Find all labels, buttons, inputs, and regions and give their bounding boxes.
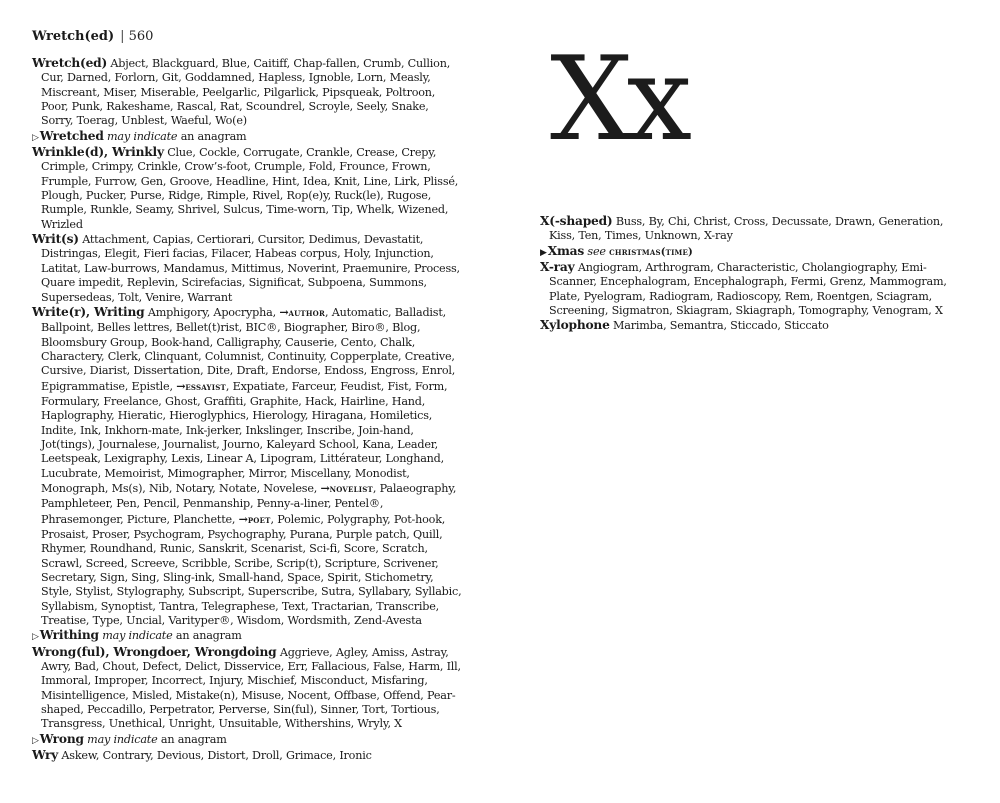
entry-headword: Writ(s)	[32, 232, 79, 247]
entry-synonyms: , Automatic, Balladist, Ballpoint, Belles lettres, Bellet(t)rist, BIC®, Biographer, Biro®, Blog, Bloomsbury Group, Book-hand, Calligraphy, Causerie, Cento, Chalk, Charactery, Clerk, Clinquant, Columnist, Continuity, Copperplate, Creative, Cursive, Diarist, Dissertation, Dite, Draft, Endorse, Endoss, Engross, Enrol, Epigrammatise, Epistle,	[41, 305, 456, 393]
entry-headword: Wrong(ful), Wrongdoer, Wrongdoing	[32, 644, 277, 659]
anagram-tail: an anagram	[175, 629, 242, 643]
entry-xray	[540, 260, 965, 318]
cross-reference-arrow-icon: →	[279, 304, 289, 319]
entry-headword: Wry	[32, 748, 59, 763]
entry-headword: Write(r), Writing	[32, 304, 145, 319]
entry-synonyms: Marimba, Semantra, Sticcado, Sticcato	[612, 319, 829, 333]
cross-reference-novelist: novelist	[329, 483, 373, 495]
section-letter: Xx	[550, 32, 687, 167]
cross-reference-poet: poet	[247, 514, 271, 526]
cross-reference-christmas: christmas(time)	[609, 246, 693, 258]
entry-xylophone	[540, 318, 965, 333]
running-head	[32, 28, 153, 45]
anagram-tail: an anagram	[160, 732, 227, 746]
cross-reference-arrow-icon: →	[238, 511, 248, 526]
entry-headword: X-ray	[540, 260, 575, 275]
entry-synonyms: Clue, Cockle, Corrugate, Crankle, Crease, Crepy, Crimple, Crimpy, Crinkle, Crow’s-foot, Crumple, Fold, Frounce, Frown, Frumple, Furrow, Gen, Groove, Headline, Hint, Idea, Knit, Line, Lirk, Plissé, Plough, Pucker, Purse, Ridge, Rimple, Rivel, Rop(e)y, Ruck(le), Rugose, Rumple, Runkle, Seamy, Shrivel, Sulcus, Time-worn, Tip, Whelk, Wizened, Wrizled	[41, 146, 459, 231]
anagram-headword: Wrong	[39, 731, 84, 746]
cross-reference-arrow-icon: →	[176, 378, 186, 393]
entry-synonyms: , Polemic, Polygraphy, Pot-hook, Prosaist, Proser, Psychogram, Psychography, Purana, Purple patch, Quill, Rhymer, Roundhand, Runic, Sanskrit, Scenarist, Sci-fi, Score, Scratch, Scrawl, Screed, Screeve, Scribble, Scribe, Scrip(t), Scripture, Scrivener, Secretary, Sign, Sing, Sling-ink, Small-hand, Space, Spirit, Stichometry, Style, Stylist, Stylography, Subscript, Superscribe, Sutra, Syllabary, Syllabic, Syllabism, Synoptist, Tantra, Telegraphese, Text, Tractarian, Transcribe, Treatise, Type, Uncial, Varityper®, Wisdom, Wordsmith, Zend-Avesta	[41, 512, 462, 628]
anagram-note-wretched	[32, 129, 462, 145]
cross-reference-author: author	[288, 307, 325, 319]
entry-synonyms: Aggrieve, Agley, Amiss, Astray, Awry, Bad, Chout, Defect, Delict, Disservice, Err, Fallacious, False, Harm, Ill, Immoral, Improper, Incorrect, Injury, Mischief, Misconduct, Misfaring, Misintelligence, Misled, Mistake(n), Misuse, Nocent, Offbase, Offend, Pear-shaped, Peccadillo, Perpetrator, Perverse, Sin(ful), Sinner, Tort, Tortious, Transgress, Unethical, Unright, Unsuitable, Withershins, Wryly, X	[41, 645, 461, 731]
entry-headword: Xmas	[547, 243, 585, 258]
anagram-note-writhing	[32, 628, 462, 644]
entry-writer	[32, 305, 462, 629]
anagram-triangle-icon: ▷	[32, 735, 39, 746]
entry-xshaped	[540, 214, 965, 244]
page-number: 560	[128, 29, 154, 44]
anagram-triangle-icon: ▷	[32, 632, 39, 643]
cross-reference-essayist: essayist	[185, 381, 226, 393]
anagram-triangle-icon: ▷	[32, 132, 39, 143]
anagram-note-wrong	[32, 732, 462, 748]
entry-writs	[32, 232, 462, 305]
anagram-indicator: may indicate	[102, 629, 173, 643]
anagram-indicator: may indicate	[87, 732, 158, 746]
entry-wrinkle	[32, 145, 462, 232]
right-column	[540, 214, 965, 334]
entry-headword: Wrinkle(d), Wrinkly	[32, 145, 164, 160]
entry-headword: Xylophone	[540, 318, 610, 333]
entry-synonyms: Abject, Blackguard, Blue, Caitiff, Chap-fallen, Crumb, Cullion, Cur, Darned, Forlorn, Git, Goddamned, Hapless, Ignoble, Lorn, Measly, Miscreant, Miser, Miserable, Peelgarlic, Pilgarlick, Pipsqueak, Poltroon, Poor, Punk, Rakeshame, Rascal, Rat, Scoundrel, Scroyle, Seely, Snake, Sorry, Toerag, Unblest, Waeful, Wo(e)	[41, 57, 451, 128]
entry-headword: X(-shaped)	[540, 214, 613, 228]
see-triangle-icon: ▶	[540, 247, 547, 258]
entry-xmas	[540, 244, 965, 260]
anagram-indicator: may indicate	[107, 129, 178, 143]
entry-synonyms: Attachment, Capias, Certiorari, Cursitor, Dedimus, Devastatit, Distringas, Elegit, Fieri facias, Filacer, Habeas corpus, Holy, Injunction, Latitat, Law-burrows, Mandamus, Mittimus, Noverint, Praemunire, Process, Quare impedit, Replevin, Scirefacias, Significat, Subpoena, Summons, Supersedeas, Tolt, Venire, Warrant	[41, 233, 460, 304]
entry-wry	[32, 748, 462, 763]
left-column	[32, 56, 462, 764]
anagram-tail: an anagram	[180, 129, 247, 143]
entry-synonyms: Askew, Contrary, Devious, Distort, Droll, Grimace, Ironic	[61, 749, 372, 763]
anagram-headword: Writhing	[39, 628, 99, 643]
entry-wrong	[32, 645, 462, 732]
running-head-title: Wretch(ed)	[32, 29, 115, 44]
entry-synonyms: Angiogram, Arthrogram, Characteristic, Cholangiography, Emi-Scanner, Encephalogram, Encephalograph, Fermi, Grenz, Mammogram, Plate, Pyelogram, Radiogram, Radioscopy, Rem, Roentgen, Sciagram, Screening, Sigmatron, Skiagram, Skiagraph, Tomography, Venogram, X	[549, 261, 947, 318]
running-head-separator: |	[120, 29, 125, 44]
anagram-headword: Wretched	[39, 128, 104, 143]
entry-synonyms: , Expatiate, Farceur, Feudist, Fist, Form, Formulary, Freelance, Ghost, Graffiti, Graphite, Hack, Hairline, Hand, Haplography, Hieratic, Hieroglyphics, Hierology, Hiragana, Homiletics, Indite, Ink, Inkhorn-mate, Ink-jerker, Inkslinger, Inscribe, Join-hand, Jot(tings), Journalese, Journalist, Journo, Kaleyard School, Kana, Leader, Leetspeak, Lexigraphy, Lexis, Linear A, Lipogram, Littérateur, Longhand, Lucubrate, Memoirist, Mimographer, Mirror, Miscellany, Monodist, Monograph, Ms(s), Nib, Notary, Notate, Novelese,	[41, 379, 448, 495]
entry-wretched	[32, 56, 462, 129]
entry-synonyms: Buss, By, Chi, Christ, Cross, Decussate, Drawn, Generation, Kiss, Ten, Times, Unknown, X-ray	[549, 215, 944, 243]
entry-synonyms: Amphigory, Apocrypha,	[147, 305, 276, 319]
entry-synonyms: , Palaeography, Pamphleteer, Pen, Pencil, Penmanship, Penny-a-liner, Pentel®, Phrasemonger, Picture, Planchette,	[41, 481, 457, 526]
see-label: see	[587, 244, 606, 258]
cross-reference-arrow-icon: →	[320, 480, 330, 495]
entry-headword: Wretch(ed)	[32, 56, 108, 70]
